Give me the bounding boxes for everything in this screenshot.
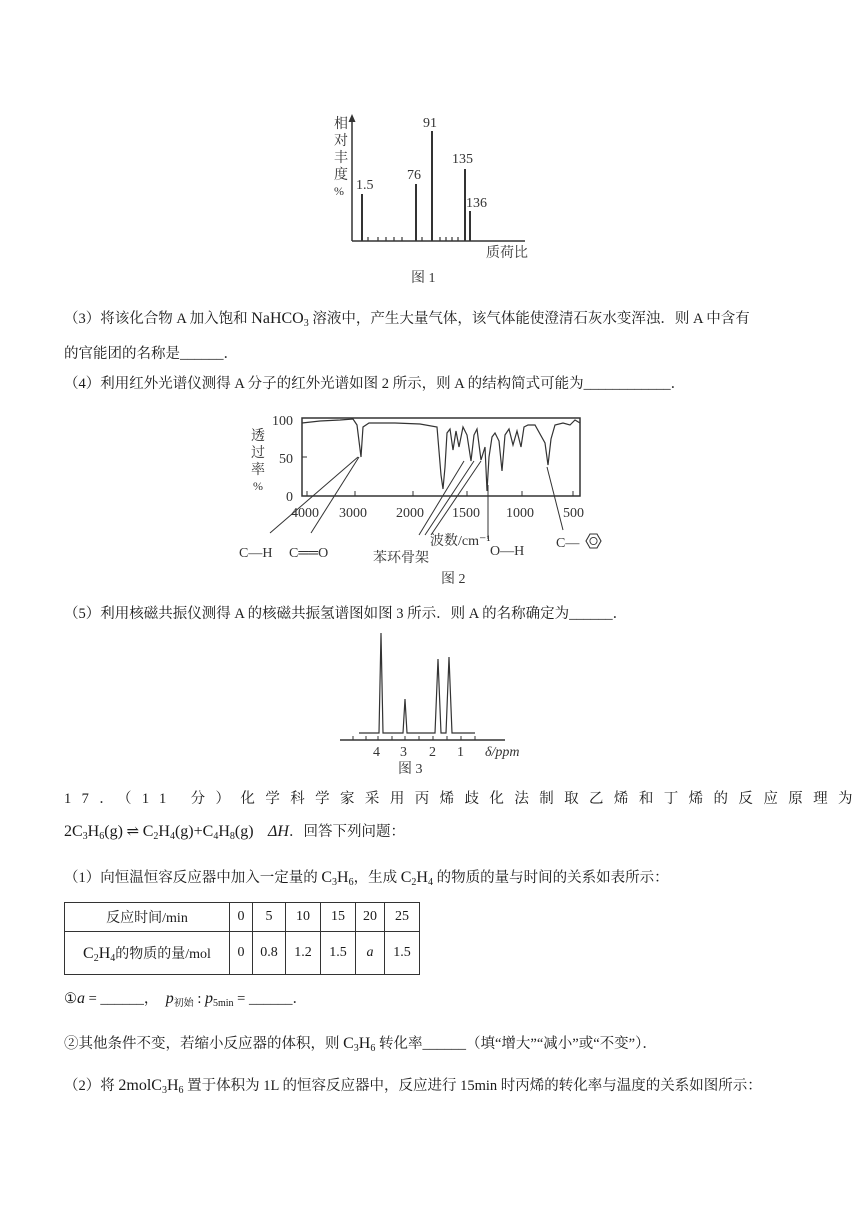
fig2-xtick: 1000 — [506, 506, 534, 521]
question-3-line-2: 的官能团的名称是______． — [64, 346, 238, 362]
fig2-ylabel-char: 透 — [251, 429, 265, 444]
fig3-xtick: 3 — [400, 745, 407, 760]
question-17-sub-1: ①a = ______， $p_{初始}$ : $p_{5min}$ = ______． — [64, 990, 307, 1009]
fig2-xtick: 3000 — [339, 506, 367, 521]
fig1-peak-label: 1.5 — [356, 178, 374, 193]
fig3-caption: 图 3 — [398, 762, 423, 777]
fig2-label-c-phenyl: C— — [556, 536, 580, 551]
fig1-peak-label: 76 — [407, 168, 421, 183]
fig1-peak-label: 91 — [423, 116, 437, 131]
fig2-spectrum-curve — [302, 419, 580, 491]
table-cell: 0 — [230, 932, 253, 975]
fig3-xtick: 4 — [373, 745, 380, 760]
fig2-label-benzene-skeleton: 苯环骨架 — [373, 551, 429, 566]
fig2-label-oh: O—H — [490, 544, 525, 559]
figure-3-nmr — [335, 625, 545, 780]
fig1-xlabel: 质荷比 — [486, 246, 528, 261]
table-cell: 1.5 — [321, 932, 356, 975]
fig2-xtick: 4000 — [291, 506, 319, 521]
question-17-equation: $2C_3H_6(g)$ ⇌ $C_2H_4(g)+C_4H_8(g)$ ΔH．回答下列问题： — [64, 823, 405, 842]
fig2-xtick: 1500 — [452, 506, 480, 521]
fig1-ylabel-char: 相 — [334, 117, 348, 132]
fig2-ylabel-char: 率 — [251, 463, 265, 478]
table-cell: 1.5 — [385, 932, 420, 975]
fig2-caption: 图 2 — [441, 572, 466, 587]
fig3-nmr-curve — [359, 633, 475, 733]
table-cell: 1.2 — [286, 932, 321, 975]
table-cell: a — [356, 932, 385, 975]
fig1-ylabel-char: 丰 — [334, 151, 348, 166]
fig1-peak-label: 135 — [452, 152, 473, 167]
fig1-peak-label: 136 — [466, 196, 487, 211]
question-17-intro: 17．（11 分）化学科学家采用丙烯歧化法制取乙烯和丁烯的反应原理为 — [64, 791, 863, 807]
fig2-xlabel: 波数/cm⁻¹ — [430, 534, 491, 549]
fig3-xlabel: δ/ppm — [485, 745, 520, 760]
figure-2-ir-spectrum — [239, 405, 605, 590]
figure-1-mass-spectrum — [320, 110, 550, 295]
fig2-ytick: 100 — [272, 414, 293, 429]
question-17-part-1: （1）向恒温恒容反应器中加入一定量的 $C_3H_6$，生成 $C_2H_4$ 的物质的量与时间的关系如表所示： — [64, 869, 669, 888]
table-cell: 10 — [286, 903, 321, 932]
fig3-xtick: 2 — [429, 745, 436, 760]
data-table — [64, 902, 420, 975]
table-header-label: 反应时间/min — [65, 903, 230, 932]
table-cell: 5 — [253, 903, 286, 932]
fig1-ylabel-char: % — [334, 184, 344, 198]
fig2-ylabel-char: % — [253, 479, 263, 493]
fig1-ylabel-char: 度 — [334, 168, 348, 183]
fig2-ylabel-char: 过 — [251, 446, 265, 461]
fig1-ylabel-char: 对 — [334, 134, 348, 149]
fig2-ytick: 0 — [286, 490, 293, 505]
question-17-sub-2: ②其他条件不变，若缩小反应器的体积，则 $C_3H_6$ 转化率______（填“增大”“减小”或“不变”）． — [64, 1035, 657, 1054]
table-cell: 20 — [356, 903, 385, 932]
benzene-ring-icon — [586, 534, 601, 548]
question-5-text: （5）利用核磁共振仪测得 A 的核磁共振氢谱图如图 3 所示．则 A 的名称确定为______． — [64, 606, 628, 622]
table-cell: 0.8 — [253, 932, 286, 975]
table-row-label: $C_2H_4$的物质的量/mol — [65, 932, 230, 975]
table-row — [65, 932, 420, 975]
fig2-xtick: 2000 — [396, 506, 424, 521]
fig2-xtick: 500 — [563, 506, 584, 521]
table-cell: 0 — [230, 903, 253, 932]
fig1-caption: 图 1 — [411, 271, 436, 286]
fig3-xtick: 1 — [457, 745, 464, 760]
fig2-label-ch: C—H — [239, 546, 273, 561]
table-row — [65, 903, 420, 932]
question-17-part-2: （2）将 $2molC_3H_6$ 置于体积为 1L 的恒容反应器中，反应进行 15min 时丙烯的转化率与温度的关系如图所示： — [64, 1077, 762, 1096]
table-cell: 15 — [321, 903, 356, 932]
question-4-text: （4）利用红外光谱仪测得 A 分子的红外光谱如图 2 所示，则 A 的结构简式可能为____________． — [64, 376, 686, 392]
question-3-line-1: （3）将该化合物 A 加入饱和 NaHCO$_3$ 溶液中，产生大量气体，该气体能使澄清石灰水变浑浊．则 A 中含有 — [64, 310, 750, 329]
table-cell: 25 — [385, 903, 420, 932]
fig2-ytick: 50 — [279, 452, 293, 467]
fig2-label-co: C══O — [289, 546, 329, 561]
